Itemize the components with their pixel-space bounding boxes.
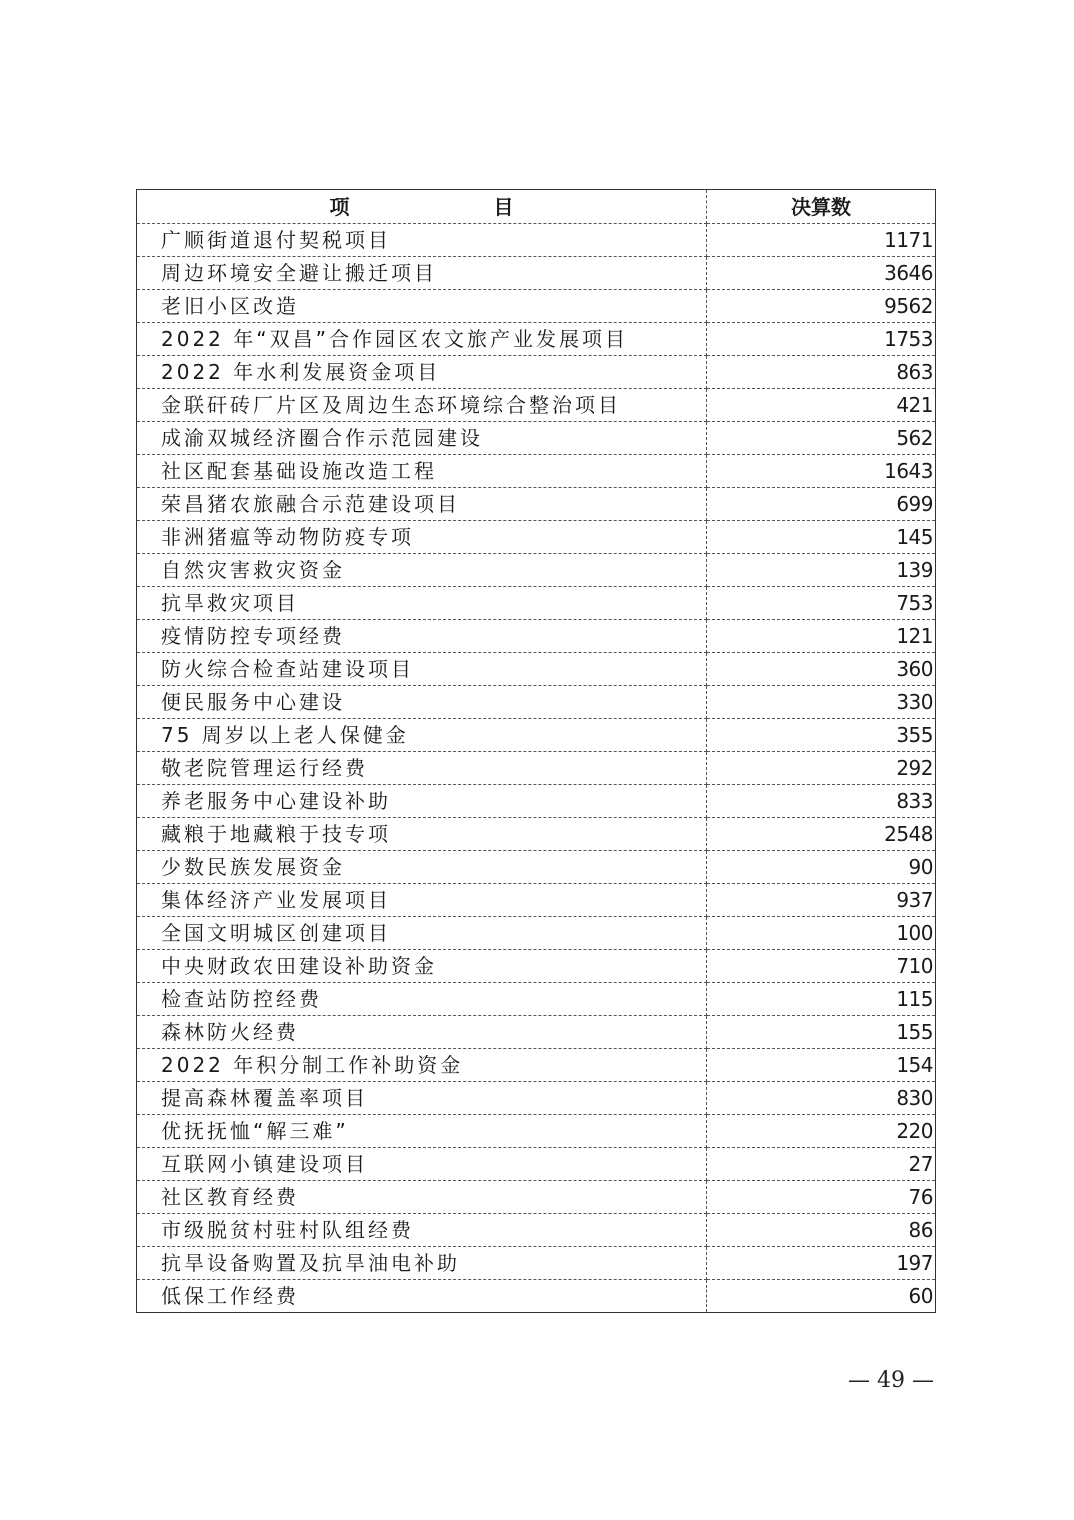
row-amount: 1643 xyxy=(707,455,936,488)
row-amount: 2548 xyxy=(707,818,936,851)
row-amount: 220 xyxy=(707,1115,936,1148)
table-row xyxy=(137,587,936,620)
row-amount: 863 xyxy=(707,356,936,389)
row-item-name: 养老服务中心建设补助 xyxy=(137,785,707,818)
table-row xyxy=(137,818,936,851)
table-row xyxy=(137,653,936,686)
row-item-name: 非洲猪瘟等动物防疫专项 xyxy=(137,521,707,554)
table-row xyxy=(137,1214,936,1247)
table-row xyxy=(137,851,936,884)
row-item-name: 抗旱救灾项目 xyxy=(137,587,707,620)
table-row xyxy=(137,356,936,389)
row-item-name: 广顺街道退付契税项目 xyxy=(137,224,707,257)
table-row xyxy=(137,719,936,752)
row-item-name: 荣昌猪农旅融合示范建设项目 xyxy=(137,488,707,521)
table-row xyxy=(137,785,936,818)
row-item-name: 2022 年“双昌”合作园区农文旅产业发展项目 xyxy=(137,323,707,356)
table-row xyxy=(137,686,936,719)
table-row xyxy=(137,1280,936,1313)
row-amount: 355 xyxy=(707,719,936,752)
row-amount: 1171 xyxy=(707,224,936,257)
row-amount: 360 xyxy=(707,653,936,686)
table-row xyxy=(137,620,936,653)
column-header-item: 项 目 xyxy=(137,190,707,224)
row-item-name: 成渝双城经济圈合作示范园建设 xyxy=(137,422,707,455)
row-amount: 9562 xyxy=(707,290,936,323)
table-row xyxy=(137,917,936,950)
row-item-name: 敬老院管理运行经费 xyxy=(137,752,707,785)
table-row xyxy=(137,422,936,455)
row-amount: 155 xyxy=(707,1016,936,1049)
row-item-name: 低保工作经费 xyxy=(137,1280,707,1313)
row-item-name: 社区配套基础设施改造工程 xyxy=(137,455,707,488)
row-item-name: 检查站防控经费 xyxy=(137,983,707,1016)
page-number-text: — 49 — xyxy=(848,1368,934,1393)
row-amount: 562 xyxy=(707,422,936,455)
page-number xyxy=(0,1368,1074,1393)
row-item-name: 2022 年水利发展资金项目 xyxy=(137,356,707,389)
row-item-name: 集体经济产业发展项目 xyxy=(137,884,707,917)
row-amount: 292 xyxy=(707,752,936,785)
row-amount: 197 xyxy=(707,1247,936,1280)
table-row xyxy=(137,488,936,521)
row-item-name: 中央财政农田建设补助资金 xyxy=(137,950,707,983)
table-row xyxy=(137,290,936,323)
row-amount: 76 xyxy=(707,1181,936,1214)
row-item-name: 周边环境安全避让搬迁项目 xyxy=(137,257,707,290)
row-item-name: 全国文明城区创建项目 xyxy=(137,917,707,950)
row-amount: 330 xyxy=(707,686,936,719)
row-item-name: 社区教育经费 xyxy=(137,1181,707,1214)
table-row xyxy=(137,257,936,290)
table-row xyxy=(137,884,936,917)
row-amount: 1753 xyxy=(707,323,936,356)
table-row xyxy=(137,1082,936,1115)
table-row xyxy=(137,983,936,1016)
row-item-name: 防火综合检查站建设项目 xyxy=(137,653,707,686)
table-row xyxy=(137,224,936,257)
column-header-amount: 决算数 xyxy=(707,190,936,224)
row-item-name: 2022 年积分制工作补助资金 xyxy=(137,1049,707,1082)
table-row xyxy=(137,521,936,554)
row-item-name: 优抚抚恤“解三难” xyxy=(137,1115,707,1148)
row-amount: 3646 xyxy=(707,257,936,290)
table-row xyxy=(137,1016,936,1049)
row-amount: 90 xyxy=(707,851,936,884)
row-item-name: 老旧小区改造 xyxy=(137,290,707,323)
row-item-name: 疫情防控专项经费 xyxy=(137,620,707,653)
row-amount: 699 xyxy=(707,488,936,521)
table-row xyxy=(137,1148,936,1181)
table-row xyxy=(137,554,936,587)
row-item-name: 市级脱贫村驻村队组经费 xyxy=(137,1214,707,1247)
table-row xyxy=(137,455,936,488)
row-amount: 86 xyxy=(707,1214,936,1247)
budget-table xyxy=(136,189,936,1313)
table-row xyxy=(137,1049,936,1082)
table-row xyxy=(137,1115,936,1148)
row-amount: 115 xyxy=(707,983,936,1016)
row-item-name: 金联矸砖厂片区及周边生态环境综合整治项目 xyxy=(137,389,707,422)
row-amount: 121 xyxy=(707,620,936,653)
table-row xyxy=(137,950,936,983)
row-item-name: 抗旱设备购置及抗旱油电补助 xyxy=(137,1247,707,1280)
table-row xyxy=(137,1181,936,1214)
row-item-name: 互联网小镇建设项目 xyxy=(137,1148,707,1181)
row-amount: 139 xyxy=(707,554,936,587)
row-amount: 421 xyxy=(707,389,936,422)
row-amount: 830 xyxy=(707,1082,936,1115)
row-item-name: 藏粮于地藏粮于技专项 xyxy=(137,818,707,851)
table-row xyxy=(137,752,936,785)
row-amount: 27 xyxy=(707,1148,936,1181)
row-amount: 145 xyxy=(707,521,936,554)
table-header-row xyxy=(137,190,936,224)
row-amount: 833 xyxy=(707,785,936,818)
row-item-name: 75 周岁以上老人保健金 xyxy=(137,719,707,752)
row-item-name: 少数民族发展资金 xyxy=(137,851,707,884)
row-amount: 937 xyxy=(707,884,936,917)
row-item-name: 提高森林覆盖率项目 xyxy=(137,1082,707,1115)
table-body xyxy=(137,224,936,1313)
table-row xyxy=(137,323,936,356)
table-row xyxy=(137,1247,936,1280)
row-amount: 154 xyxy=(707,1049,936,1082)
row-amount: 60 xyxy=(908,1284,933,1308)
row-amount: 753 xyxy=(707,587,936,620)
row-item-name: 森林防火经费 xyxy=(137,1016,707,1049)
row-amount: 100 xyxy=(707,917,936,950)
row-item-name: 便民服务中心建设 xyxy=(137,686,707,719)
row-amount: 710 xyxy=(707,950,936,983)
row-item-name: 自然灾害救灾资金 xyxy=(137,554,707,587)
table-row xyxy=(137,389,936,422)
